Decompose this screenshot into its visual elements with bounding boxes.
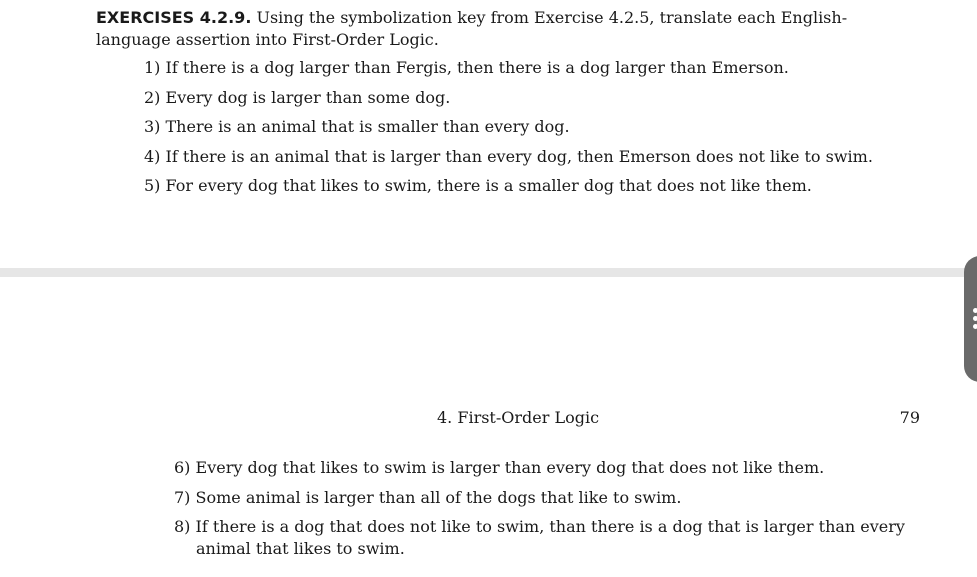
exercise-header xyxy=(96,7,916,51)
chapter-title: 4. First-Order Logic xyxy=(437,408,600,427)
exercise-item-4: 4) If there is an animal that is larger than every dog, then Emerson does not like to swim. xyxy=(144,146,873,166)
exercise-item-7: 7) Some animal is larger than all of the dogs that like to swim. xyxy=(174,487,682,507)
exercise-item-5: 5) For every dog that likes to swim, there is a smaller dog that does not like them. xyxy=(144,176,812,195)
page-number: 79 xyxy=(899,408,920,427)
tab-dot xyxy=(973,324,977,329)
exercise-item-1: 1) If there is a dog larger than Fergis, then there is a dog larger than Emerson. xyxy=(144,58,789,77)
tab-dot xyxy=(973,316,977,321)
exercise-item-2: 2) Every dog is larger than some dog. xyxy=(144,87,451,107)
exercise-list-page2 xyxy=(174,457,934,568)
exercise-item-6: 6) Every dog that likes to swim is larger than every dog that does not like them. xyxy=(174,458,825,477)
page-separator xyxy=(0,268,977,277)
exercise-intro: Using the symbolization key from Exercise 4.2.5, translate each English-language assertion into First-Order Logic. xyxy=(96,8,848,49)
exercise-item-8: 8) If there is a dog that does not like to swim, than there is a dog that is larger than every animal that likes to swim. xyxy=(174,517,905,558)
exercise-item-3: 3) There is an animal that is smaller than every dog. xyxy=(144,117,570,136)
side-panel-tab[interactable] xyxy=(964,256,977,382)
exercise-list-page1 xyxy=(144,57,873,205)
exercise-title: EXERCISES 4.2.9. xyxy=(96,8,252,27)
tab-dot xyxy=(973,308,977,313)
